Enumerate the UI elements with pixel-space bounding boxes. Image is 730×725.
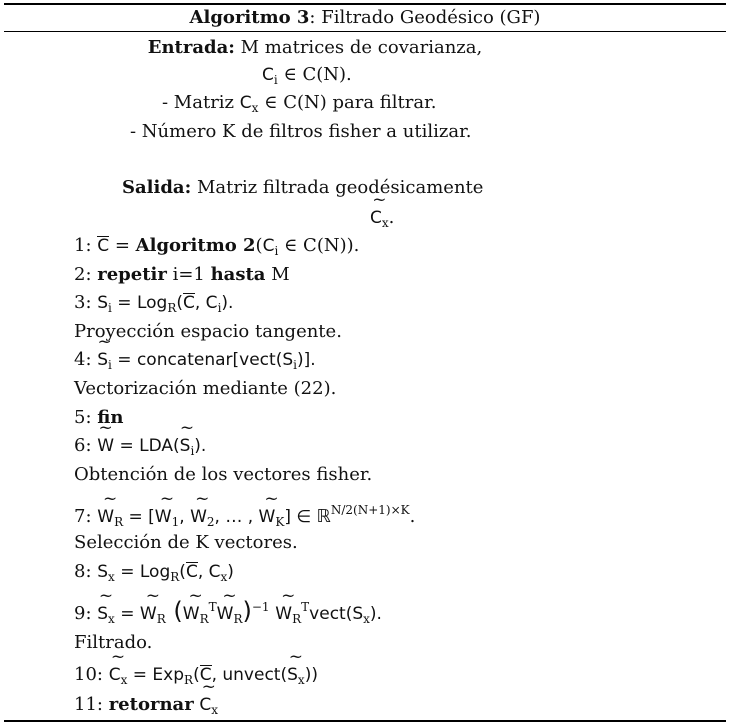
mean-matrix-symbol: C xyxy=(97,236,110,256)
output-matrix-symbol: C xyxy=(108,665,121,685)
header-rule xyxy=(4,31,726,32)
input-description: M matrices de covarianza, xyxy=(234,37,483,58)
step-4-note xyxy=(74,378,336,399)
input-k-filters: - Número K de filtros fisher a utilizar. xyxy=(130,121,472,142)
paren-close: ) xyxy=(227,562,234,582)
algorithm-title-number: Algoritmo 3 xyxy=(189,7,310,28)
keyword-return: retornar xyxy=(108,694,194,715)
output-matrix-index: x xyxy=(381,216,389,230)
step-number: 4: xyxy=(74,349,98,370)
vector-symbol: S xyxy=(97,604,109,624)
step-number: 11: xyxy=(74,694,109,715)
vector-symbol: S xyxy=(179,436,191,456)
loop-end: M xyxy=(265,264,290,285)
paren-close: ). xyxy=(369,604,382,624)
step-4 xyxy=(74,349,316,372)
exp-subscript: R xyxy=(184,673,194,687)
step-number: 2: xyxy=(74,264,98,285)
algorithm-title xyxy=(0,7,730,28)
loop-range: i=1 xyxy=(166,264,211,285)
fisher-index: 2 xyxy=(206,515,215,529)
fisher-tilde xyxy=(217,603,243,626)
mean-matrix-symbol: C xyxy=(199,665,212,685)
comma: , xyxy=(179,507,191,527)
keyword-repeat: repetir xyxy=(97,264,167,285)
output-line-1 xyxy=(122,177,483,198)
tangent-index: x xyxy=(108,570,115,584)
vector-symbol: S xyxy=(97,350,109,370)
paren-close: ). xyxy=(194,436,207,456)
tangent-symbol: S xyxy=(97,562,109,582)
fisher-tilde xyxy=(259,506,285,529)
keyword-end: fin xyxy=(97,407,124,428)
vector-tilde xyxy=(97,349,112,372)
vector-index: i xyxy=(108,358,112,372)
step-9 xyxy=(74,597,382,626)
fisher-tilde xyxy=(155,506,179,529)
paren-close: )) xyxy=(304,665,318,685)
step-comment: Selección de K vectores. xyxy=(74,532,298,553)
step-8 xyxy=(74,561,234,584)
matrix-index: x xyxy=(220,570,228,584)
paren-close: )]. xyxy=(296,350,316,370)
paren: ( xyxy=(255,235,263,256)
input-matrix-index: i xyxy=(273,73,278,87)
output-description: Matriz filtrada geodésicamente xyxy=(191,177,484,198)
step-number: 5: xyxy=(74,407,98,428)
vector-index: x xyxy=(297,673,305,687)
fisher-index: 1 xyxy=(171,515,180,529)
fisher-symbol: W xyxy=(154,507,172,527)
log-operator: = Log xyxy=(111,293,168,313)
step-7-note xyxy=(74,532,298,553)
vector-symbol: S xyxy=(287,665,298,685)
input-line-1 xyxy=(0,37,730,58)
input-filter-label: - Matriz xyxy=(162,92,240,113)
fisher-index: K xyxy=(275,515,285,529)
fisher-symbol: W xyxy=(97,507,115,527)
fisher-tilde xyxy=(275,603,301,626)
input-label: Entrada: xyxy=(147,37,235,58)
transpose-mark: T xyxy=(301,600,310,614)
step-number: 3: xyxy=(74,292,98,313)
step-3-note xyxy=(74,321,342,342)
vector-index: x xyxy=(363,612,370,626)
matrix-symbol: , C xyxy=(194,293,218,313)
output-matrix-tilde xyxy=(109,664,128,687)
fisher-tilde xyxy=(97,435,114,456)
vector-tilde xyxy=(180,435,195,458)
output-line-2 xyxy=(370,207,394,230)
period: . xyxy=(409,506,416,527)
fisher-subscript: R xyxy=(199,612,209,626)
tangent-symbol: S xyxy=(97,293,109,313)
paren-close: ). xyxy=(221,293,234,313)
fisher-symbol: W xyxy=(258,507,276,527)
fisher-tilde xyxy=(140,603,166,626)
mean-matrix-symbol: C xyxy=(183,293,195,313)
step-10 xyxy=(74,664,318,687)
log-subscript: R xyxy=(167,301,177,315)
step-number: 10: xyxy=(74,664,109,685)
step-6 xyxy=(74,435,206,458)
algorithm-2-ref: Algoritmo 2 xyxy=(135,235,256,256)
paren-close: ) xyxy=(242,597,252,625)
algorithm-title-text: : Filtrado Geodésico (GF) xyxy=(309,7,541,28)
output-matrix-symbol: C xyxy=(370,208,382,228)
step-number: 8: xyxy=(74,561,98,582)
step-comment: Proyección espacio tangente. xyxy=(74,321,342,342)
step-2 xyxy=(74,264,290,285)
step-number: 9: xyxy=(74,603,98,624)
output-label: Salida: xyxy=(122,177,192,198)
fisher-subscript: R xyxy=(114,515,124,529)
dimension-exponent: N/2(N+1)×K xyxy=(330,503,410,517)
step-number: 7: xyxy=(74,506,98,527)
fisher-subscript: R xyxy=(233,612,243,626)
exp-operator: = Exp xyxy=(127,665,185,685)
input-filter-set: ∈ C(N) para filtrar. xyxy=(258,92,437,113)
mean-matrix-symbol: C xyxy=(185,562,198,582)
step-11 xyxy=(74,694,218,717)
vector-tilde xyxy=(97,603,115,626)
keyword-until: hasta xyxy=(210,264,266,285)
input-filter-symbol: C xyxy=(239,93,252,113)
ellipsis: , … , xyxy=(214,507,259,527)
bracket-open: = [ xyxy=(123,507,155,527)
fisher-symbol: W xyxy=(190,507,207,527)
paren: ( xyxy=(179,562,186,582)
input-line-2 xyxy=(262,64,352,87)
input-line-3 xyxy=(162,92,436,115)
inverse-exponent: −1 xyxy=(251,600,270,614)
step-6-note xyxy=(74,464,372,485)
fisher-symbol: W xyxy=(182,604,200,624)
step-7 xyxy=(74,503,415,529)
lda-expression: = LDA( xyxy=(114,436,180,456)
concat-expression: = concatenar[vect(S xyxy=(111,350,294,370)
step-comment: Vectorización mediante (22). xyxy=(74,378,337,399)
fisher-tilde xyxy=(97,506,123,529)
output-matrix-tilde xyxy=(199,694,218,717)
step-1 xyxy=(74,235,359,258)
unvect-expression: , unvect( xyxy=(211,665,288,685)
step-3 xyxy=(74,292,233,315)
step-comment: Filtrado. xyxy=(74,632,153,653)
fisher-symbol: W xyxy=(216,604,234,624)
vect-expression: vect(S xyxy=(309,604,364,624)
fisher-symbol: W xyxy=(97,436,115,456)
output-period: . xyxy=(388,207,395,228)
fisher-tilde xyxy=(183,603,209,626)
vector-tilde xyxy=(287,664,305,687)
paren-open: ( xyxy=(165,597,183,625)
output-matrix-tilde xyxy=(370,207,389,230)
matrix-index: i xyxy=(217,301,222,315)
real-numbers-symbol: ℝ xyxy=(316,506,331,527)
paren: ( xyxy=(176,293,183,313)
vector-index: i xyxy=(190,444,195,458)
vector-index: x xyxy=(108,612,115,626)
top-rule xyxy=(4,3,726,5)
fisher-symbol: W xyxy=(139,604,157,624)
equals: = xyxy=(109,235,136,256)
step-comment: Obtención de los vectores fisher. xyxy=(74,464,373,485)
step-number: 6: xyxy=(74,435,98,456)
output-matrix-index: x xyxy=(120,673,128,687)
output-matrix-symbol: C xyxy=(199,695,212,715)
fisher-tilde xyxy=(190,506,214,529)
vector-index: i xyxy=(293,358,297,372)
equals: = xyxy=(114,604,140,624)
matrix-symbol: , C xyxy=(197,562,221,582)
log-subscript: R xyxy=(170,570,180,584)
input-matrix-symbol: C xyxy=(262,65,274,85)
step-number: 1: xyxy=(74,235,98,256)
matrix-index: i xyxy=(274,244,279,258)
fisher-subscript: R xyxy=(156,612,166,626)
matrix-symbol: C xyxy=(262,236,275,256)
fisher-subscript: R xyxy=(292,612,302,626)
input-matrix-set: ∈ C(N). xyxy=(277,64,352,85)
tangent-index: i xyxy=(108,301,112,315)
input-line-4 xyxy=(130,121,471,142)
fisher-symbol: W xyxy=(275,604,293,624)
paren: ( xyxy=(193,665,200,685)
log-operator: = Log xyxy=(114,562,171,582)
bottom-rule xyxy=(4,720,726,722)
set-expression: ∈ C(N)). xyxy=(278,235,360,256)
element-of: ] ∈ xyxy=(284,507,317,527)
output-matrix-index: x xyxy=(211,703,219,717)
transpose-mark: T xyxy=(208,600,217,614)
input-filter-index: x xyxy=(251,101,259,115)
